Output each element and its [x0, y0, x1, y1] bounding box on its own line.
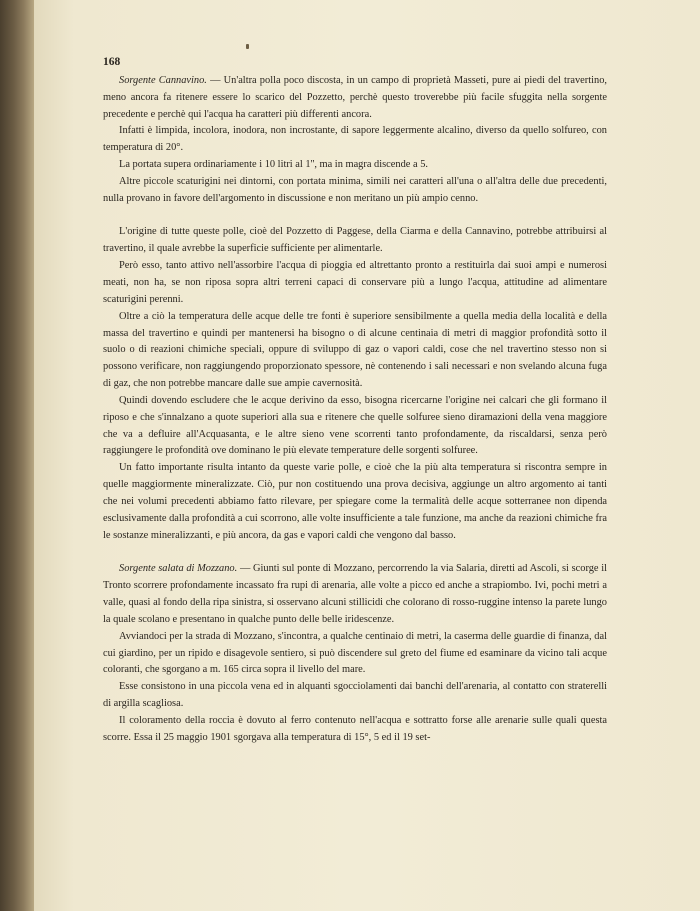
paragraph: Però esso, tanto attivo nell'assorbire l'acqua di pioggia ed altrettanto pronto a restituirla dai suoi ampi e numerosi meati, non ha, se non riposa sopra altri terreni capaci di conservare più a lungo l'acqua, attitudine ad alimentare scaturigini perenni.: [103, 260, 607, 305]
paragraph: Esse consistono in una piccola vena ed in alquanti sgocciolamenti dai banchi dell'arenaria, al contatto con straterelli di argilla scagliosa.: [103, 681, 607, 710]
book-binding: [0, 0, 34, 911]
paragraph: Avviandoci per la strada di Mozzano, s'incontra, a qualche centinaio di metri, la caserma delle guardie di finanza, dal cui giardino, per un ripido e disagevole sentiero, si può discendere sul greto del fiume ed esaminare da vicino tali acque coloranti, che sgorgano a m. 165 circa sopra il livello del mare.: [103, 630, 607, 676]
section-heading: Sorgente salata di Mozzano.: [119, 563, 238, 575]
paragraph: Altre piccole scaturigini nei dintorni, con portata minima, simili nei caratteri all'una o all'altra delle due precedenti, nulla provano in favore dell'argomento in discussione e non meritano un più ampio cenno.: [103, 175, 607, 204]
paragraph: Infatti è limpida, incolora, inodora, non incrostante, di sapore leggermente alcalino, diverso da quello solfureo, con temperatura di 20°.: [103, 125, 607, 154]
paragraph: La portata supera ordinariamente i 10 litri al 1'', ma in magra discende a 5.: [119, 159, 428, 171]
paragraph: Sorgente salata di Mozzano. — Giunti sul ponte di Mozzano, percorrendo la via Salaria, diretti ad Ascoli, si scorge il Tronto scorrere profondamente incassato fra rupi di arenaria, alle volte a picco ed anche a strapiombo. Ivi, pochi metri a valle, quasi al fondo della ripa sinistra, si osservano alcuni stillicidi che colorano di rosso-ruggine intenso la parete lungo la quale scolano e presentano in qualche punto delle belle iridescenze.: [103, 563, 608, 625]
paragraph: L'origine di tutte queste polle, cioè del Pozzetto di Paggese, della Ciarma e della Cannavino, potrebbe attribuirsi al travertino, il quale avrebbe la superficie sufficiente per alimentarle.: [103, 226, 607, 255]
section-cannavino: [103, 73, 607, 208]
paragraph: Il coloramento della roccia è dovuto al ferro contenuto nell'acqua e sottratto forse alle arenarie sulle quali questa scorre. Essa il 25 maggio 1901 sgorgava alla temperatura di 15°, 5 ed il 19 set-: [103, 714, 607, 743]
paragraph: Un fatto importante risulta intanto da queste varie polle, e cioè che la più alta temperatura si riscontra sempre in quelle maggiormente mineralizzate. Ciò, pur non costituendo una prova decisiva, aggiunge un altro argomento ai tanti che nei volumi precedenti abbiamo fatto rilevare, per spiegare come la termalità delle acque sotterranee non dipenda esclusivamente dalla profondità a cui scorrono, alle volte insufficiente a tale funzione, ma anche da reazioni chimiche fra le sostanze mineralizzanti, e più ancora, da gas e vapori caldi che vengono dal basso.: [103, 462, 607, 541]
ink-speck: [246, 44, 249, 49]
paragraph: Oltre a ciò la temperatura delle acque delle tre fonti è superiore sensibilmente a quella media della località e della massa del travertino e quindi per mantenersi ha bisogno o di alcune centinaia di metri di maggior profondità sotto il suolo o di reazioni chimiche speciali, oppure di sviluppo di gaz o vapori caldi, cose che nel travertino stesso non si possono verificare, non raggiungendo proporzionato spessore, nè contenendo i sali necessari e non svelando alcuna fuga di gaz, che non potrebbe mancare dalle sue ampie cavernosità.: [103, 310, 607, 390]
page-text: [103, 54, 607, 747]
paragraph: Sorgente Cannavino. — Un'altra polla poco discosta, in un campo di proprietà Masseti, pure ai piedi del travertino, meno ancora fa ritenere essere lo scarico del Pozzetto, perchè questo troverebbe più facile sfuggita nella sorgente precedente e perchè qui l'acqua ha caratteri più differenti ancora.: [103, 74, 607, 120]
section-heading: Sorgente Cannavino.: [119, 74, 207, 86]
page-number: 168: [103, 56, 121, 68]
section-origin: [103, 224, 607, 544]
paragraph: Quindi dovendo escludere che le acque derivino da esso, bisogna ricercarne l'origine nei calcari che gli formano il riposo e che s'innalzano a quote superiori alla sua e ritenere che quelle solfuree sieno diramazioni della vena maggiore che va a defluire all'Acquasanta, e le altre sieno vene scorrenti tanto profondamente, da riscaldarsi, senza però raggiungere le profondità ove dominano le più elevate temperature delle sorgenti solfuree.: [103, 394, 607, 457]
section-mozzano: [103, 561, 607, 746]
